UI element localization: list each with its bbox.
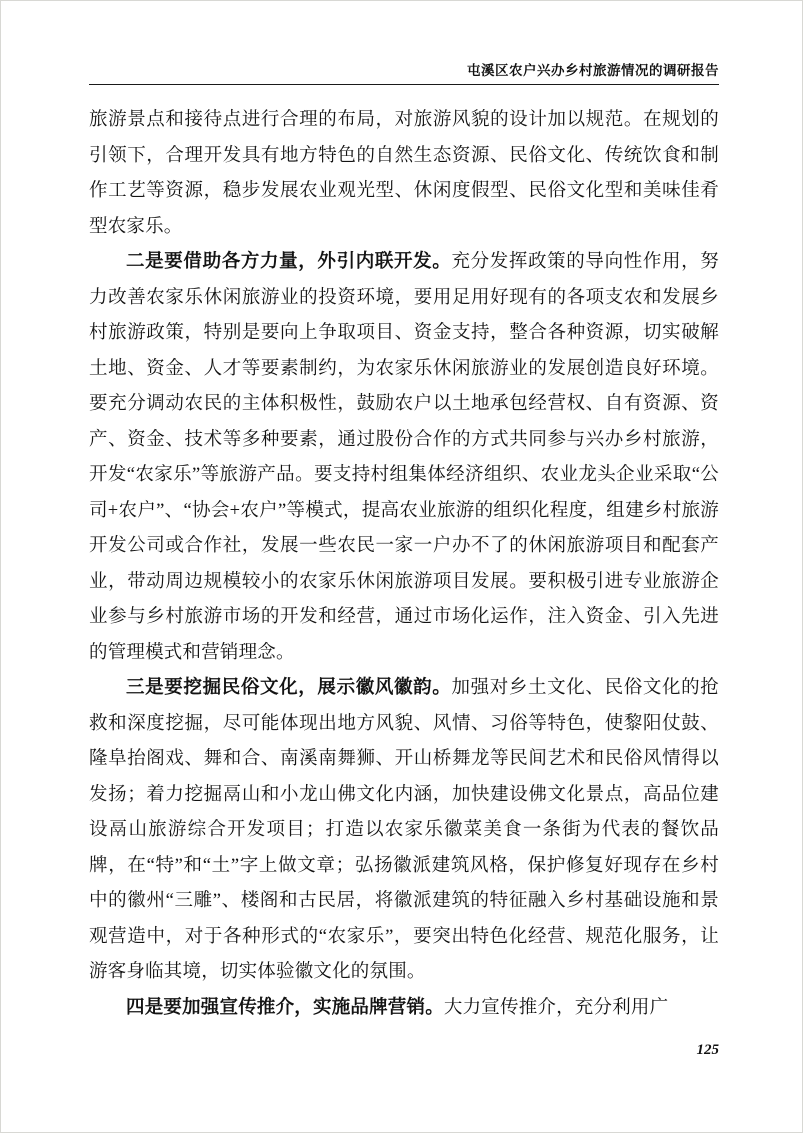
- paragraph-2-text: 充分发挥政策的导向性作用，努力改善农家乐休闲旅游业的投资环境，要用足用好现有的各项支农和发展乡村旅游政策，特别是要向上争取项目、资金支持，整合各种资源，切实破解土地、资金、人才等要素制约，为农家乐休闲旅游业的发展创造良好环境。要充分调动农民的主体积极性，鼓励农户以土地承包经营权、自有资源、资产、资金、技术等多种要素，通过股份合作的方式共同参与兴办乡村旅游，开发“农家乐”等旅游产品。要支持村组集体经济组织、农业龙头企业采取“公司+农户”、“协会+农户”等模式，提高农业旅游的组织化程度，组建乡村旅游开发公司或合作社，发展一些农民一家一户办不了的休闲旅游项目和配套产业，带动周边规模较小的农家乐休闲旅游项目发展。要积极引进专业旅游企业参与乡村旅游市场的开发和经营，通过市场化运作，注入资金、引入先进的管理模式和营销理念。: [89, 252, 719, 663]
- paragraph-3: [89, 671, 719, 991]
- body-text: [89, 103, 719, 1026]
- paragraph-1: [89, 103, 719, 245]
- header-divider: [89, 84, 719, 85]
- page-number: 125: [696, 1042, 719, 1058]
- paragraph-3-lead: 三是要挖掘民俗文化，展示徽风徽韵。: [126, 678, 452, 698]
- paragraph-4-lead: 四是要加强宣传推介，实施品牌营销。: [126, 997, 444, 1018]
- paragraph-4-text: 大力宣传推介，充分利用广: [443, 997, 669, 1018]
- paragraph-3-text: 加强对乡土文化、民俗文化的抢救和深度挖掘，尽可能体现出地方风貌、风情、习俗等特色，使黎阳仗鼓、隆阜抬阁戏、舞和合、南溪南舞狮、开山桥舞龙等民间艺术和民俗风情得以发扬；着力挖掘鬲山和小龙山佛文化内涵，加快建设佛文化景点，高品位建设鬲山旅游综合开发项目；打造以农家乐徽菜美食一条街为代表的餐饮品牌，在“特”和“土”字上做文章；弘扬徽派建筑风格，保护修复好现存在乡村中的徽州“三雕”、楼阁和古民居，将徽派建筑的特征融入乡村基础设施和景观营造中，对于各种形式的“农家乐”，要突出特色化经营、规范化服务，让游客身临其境，切实体验徽文化的氛围。: [89, 678, 719, 982]
- page-number-area: [89, 1041, 719, 1059]
- paragraph-4: [89, 991, 719, 1027]
- page-content: [89, 59, 719, 1069]
- paragraph-2-lead: 二是要借助各方力量，外引内联开发。: [126, 252, 452, 272]
- paragraph-2: [89, 245, 719, 671]
- paragraph-1-text: 旅游景点和接待点进行合理的布局，对旅游风貌的设计加以规范。在规划的引领下，合理开发具有地方特色的自然生态资源、民俗文化、传统饮食和制作工艺等资源，稳步发展农业观光型、休闲度假型、民俗文化型和美味佳肴型农家乐。: [89, 110, 719, 237]
- running-head: 屯溪区农户兴办乡村旅游情况的调研报告: [467, 63, 719, 78]
